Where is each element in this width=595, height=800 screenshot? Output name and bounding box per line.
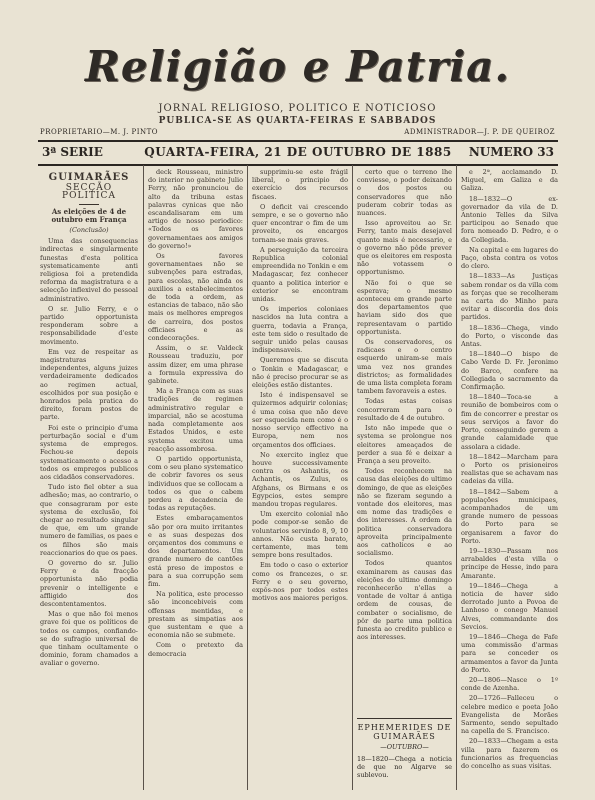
ephemerides-header — [357, 718, 452, 751]
paragraph: 18—1840—O bispo de Cabo Verde D. Fr. Jeronimo do Barco, confere na Collegiada o sacramento da Confirmação. — [461, 350, 558, 392]
column-2 — [148, 168, 243, 790]
article-note: (Conclusão) — [69, 226, 109, 235]
article-headline: As eleições de 4 de outubro em França — [51, 206, 127, 224]
paragraph: Ma a França com as suas tradições de regimen administrativo regular e imparcial, não se acostuma nada completamente aos Estados Unidos, e este systema excitou uma reacção assombrosa. — [148, 387, 243, 453]
section-heading: GUIMARÃES — [48, 172, 130, 183]
paragraph: Na politica, este processo são inconcebiveis com offensas mentidas, e prestam as simpatias aos que sustentam e que a economia não se submete. — [148, 590, 243, 640]
paragraph: deck Rousseau, ministro do interior no gabinete Julio Ferry, não pronunciou de alto da tribuna estas palavras cynicas que não escandalisaram em um artigo de nosso periodico: «Todos os favores governamentaes aos amigos do governo!» — [148, 168, 243, 250]
column-4 — [357, 168, 452, 790]
column-rule — [352, 165, 353, 790]
paragraph: 18—1842—Marcham para o Porto os prisioneiros realistas que se achavam nas cadeias da villa. — [461, 452, 558, 486]
paragraph: Não foi o que se esperava; o mesmo aconteceu em grande parte dos departamentos que haviam sido dos que representavam o partido opportunista. — [357, 278, 452, 336]
paragraph: 18—1833—As Justiças sabem rondar os da villa com as forças que se recolheram na carta do Minho para evitar a discordia dos dois partidos. — [461, 272, 558, 322]
column-4-body — [357, 168, 452, 764]
paragraph: Uma das consequencias indirectas e singularmente funestas d'esta politica systematicamente anti religiosa foi a pretendida reforma da magistratura e a selecção inflexivel do pessoal administrativo. — [40, 237, 138, 303]
ephemerides-box — [357, 710, 452, 780]
publication-days: PUBLICA-SE AS QUARTA-FEIRAS E SABBADOS — [158, 116, 437, 126]
paragraph: O sr. Julio Ferry, e o partido opportunista responderam sobre a responsabilidade d'este movimento. — [40, 304, 138, 346]
paragraph: No exercito inglez que houve successivamente contra os Ashantis, os Achantis, os Zulus, os Afghans, os Birmans e os Egypcios, estes sempre mandou tropas regulares. — [252, 450, 348, 508]
ephemerides-place: GUIMARÃES — [373, 732, 436, 741]
paragraph: Todos quantos examinarem as causas das eleições do ultimo domingo reconhecerão n'ellas a vontade de voltar á antiga ordem de cousas, de combater o socialismo, de pôr de parte uma politica funesta ao credito publico e aos interesses. — [357, 559, 452, 642]
paragraph: 18—1832—O ex-governador da vila de D. Antonio Telles da Silva participou ao Senado que fora nomeado D. Pedro, e o da Collegiada. — [461, 194, 558, 244]
paragraph: 18—1842—Sabem a populações municipaes, acompanhados de um grande numero de pessoas do Porto para se organisarem a favor do Porto. — [461, 487, 558, 545]
paragraph: 19—1830—Passam nos arrabaldes d'esta villa o principe de Hesse, indo para Amarante. — [461, 546, 558, 580]
newspaper-title: Religião e Patria. — [84, 42, 511, 91]
paragraph: supprimiu-se este frágil liberal, o principio do exercício dos recursos fiscaes. — [252, 168, 348, 201]
ephemerides-month: —OUTUBRO— — [380, 743, 429, 751]
paragraph: Na capital e em lugares do Paço, obsta contra os votos do clero. — [461, 245, 558, 271]
paragraph: e 2ª, acclamando D. Miguel, em Galiza e da Galiza. — [461, 168, 558, 193]
paragraph: Tudo isto fiel obter a sua adhesão; mas, ao contrario, o que consagraram por este systema de exclusão, foi chegar ao resultado singular de que, em um grande numero de familias, os paes e os filhos são mais reaccionarios do que os paes. — [40, 483, 138, 557]
paragraph: Mas o que não foi menos grave foi que os políticos de todos os campos, confiando-se do sufragio universal de que tinham ocultamente o dominio, foram chamados a avaliar o governo. — [40, 610, 138, 668]
paragraph: Queremos que se discuta o Tonkin e Madagascar, e não é preciso procurar se as eleições estão distantes. — [252, 356, 348, 390]
dateline-bar — [38, 140, 558, 166]
paragraph: 20—1806—Nasce o 1º conde de Azenha. — [461, 675, 558, 693]
paragraph: O governo do sr. Julio Ferry e da fracção opportunista não podia prevenir o intelligente e affligido dos descontentamentos. — [40, 558, 138, 608]
masthead — [0, 0, 595, 136]
paragraph: Isto é indispensavel se quizermos adquirir colonias; é uma coisa que não deve ser esquecida nem como é o nosso serviço effectivo na Europa, nem nos orçamentos dos officiaes. — [252, 391, 348, 449]
proprietor-line: PROPRIETARIO—M. J. PINTO — [40, 128, 159, 136]
paragraph: Com o pretexto da democracia — [148, 641, 243, 658]
ephemerides-title: EPHEMERIDES DE — [357, 723, 452, 732]
administrator-line: ADMINISTRADOR—J. P. DE QUEIROZ — [404, 128, 555, 136]
section-subheading: SECÇÃO POLITICA — [62, 183, 116, 202]
paragraph: Um exercito colonial não pode compor-se senão de voluntarios servindo 8, 9, 10 annos. Não custa barato, certamente, mas tem sempre bons resultados. — [252, 510, 348, 560]
column-5 — [461, 168, 558, 790]
paragraph: Assim, o sr. Valdeck Rousseau traduziu, por assim dizer, em uma phrase a formula expressiva do gabinete. — [148, 344, 243, 386]
paragraph: O partido opportunista, com o seu plano systematico de cobrir favores os seus individuos que se collocam a todos os que o cabem perdeu a decadencia de todas as reputações. — [148, 454, 243, 513]
column-1 — [40, 168, 138, 790]
paragraph: Isso aproveitou ao Sr. Ferry, tanto mais desejavel quanto mais é necessario, e o governo não pôde prever que os eleitores em resposta não votassem o opportunismo. — [357, 219, 452, 277]
paragraph: 18—1840—Toca-se a reunião de bombeiros com o fim de concorrer e prestar os seus serviços a favor do Porto, conseguindo gerem a grande calamidade que assolara a cidade. — [461, 393, 558, 451]
paragraph: O deficit vai crescendo sempre, e se o governo não quer encontrar o fim de um proveito, os encargos tornam-se mais graves. — [252, 202, 348, 244]
paragraph: 19—1846—Chega a noticia de haver sido derrotado junto a Povoa de Lanhoso o conego Manuel Alves, commandante dos Sevcios. — [461, 581, 558, 631]
issue-date: QUARTA-FEIRA, 21 DE OUTUBRO DE 1885 — [144, 145, 452, 159]
column-rule — [456, 165, 457, 790]
paragraph: Todas estas coisas concorreram para o resultado de 4 de outubro. — [357, 397, 452, 422]
column-rule — [143, 165, 144, 790]
series-label: 3ª SERIE — [42, 145, 103, 159]
divider — [79, 204, 99, 205]
paragraph: Em todo o caso o exterior como os francezes, o sr. Ferry e o seu governo, expôs-nos por todos estes motivos aos maiores perigos. — [252, 561, 348, 603]
paragraph: Todos reconhecem na causa das eleições do ultimo domingo, de que as eleições não se fizeram segundo a vontade dos eleitores, mas em nome das tradições e dos interesses. A ordem da politica conservadora aproveita principalmente aos catholicos e ao socialismo. — [357, 467, 452, 558]
newspaper-subtitle: JORNAL RELIGIOSO, POLITICO E NOTICIOSO — [158, 103, 437, 114]
paragraph: Foi este o principio d'uma perturbação social e d'um systema de empregos. Fechou-se depois systematicamente o acesso a todos os empregos publicos aos cidadãos conservadores. — [40, 423, 138, 481]
paragraph: 20—1726—Falleceu o celebre medico e poeta João Evangelista de Morães Sarmento, sendo sepultado na capella de S. Francisco. — [461, 694, 558, 736]
paragraph: 18—1836—Chega, vindo do Porto, o visconde das Antas. — [461, 323, 558, 349]
paragraph: Em vez de respeitar as magistraturas independentes, alguns juizes verdadeiramente dedicados ao regimen actual, escolhidos por sua posição e honrados pela pratica do direito, foram postos de parte. — [40, 347, 138, 422]
paragraph: Estes embaraçamentos são por ora muito irritantes e as suas despezas dos orçamentos dos communs e dos departamentos. Um grande numero de cantões está preso de impostos e para a sua corrupção sem fim. — [148, 514, 243, 588]
paragraph: 20—1833—Chegam a esta villa para fazerem os funcionarios as frequencias do concelho as suas visitas. — [461, 737, 558, 771]
column-rule — [247, 165, 248, 790]
paragraph: Os favores governamentaes não se subvenções para estradas, para escolas, não ainda os auxilios a estabelecimentos de toda a ordem, as estancias de tabaco, não são mais os melhores empregos de carreira, dos postos officiaes e as condecorações. — [148, 252, 243, 343]
issue-number: NUMERO 33 — [468, 145, 554, 159]
paragraph: Os imperios coloniaes nascidos na luta contra a guerra, todavia a França, este tem sido o resultado de seguir unido pelas causas indispensaveis. — [252, 305, 348, 355]
paragraph: Isto não impede que o systema se prolongue nos eleitores ameaçados de perder a sua fé e deixar a França a seu proveito. — [357, 424, 452, 465]
paragraph: Os conservadores, os radicaes e o centro esquerdo uniram-se mais uma vez nos grandes districtos; as formalidades de uma lista completa foram tambem favoraveis a estes. — [357, 338, 452, 396]
column-3 — [252, 168, 348, 790]
paragraph: certo que o terreno lhe conviesse, o poder deixando o dos postos ou conservadores que não puderam cobrir todas as nuances. — [357, 168, 452, 218]
paragraph: 19—1846—Chega de Fafe uma commissão d'armas para se conceder os armamentos a favor da Junta do Porto. — [461, 632, 558, 674]
paragraph: A perseguição da terceira Republica colonial empreendida no Tonkin e em Madagascar, fez conhecer quanto a politica interior e exterior se encontram unidas. — [252, 245, 348, 304]
ephemerides-entry: 18—1820—Chega a noticia de que no Algarve se sublevou. — [357, 755, 452, 780]
